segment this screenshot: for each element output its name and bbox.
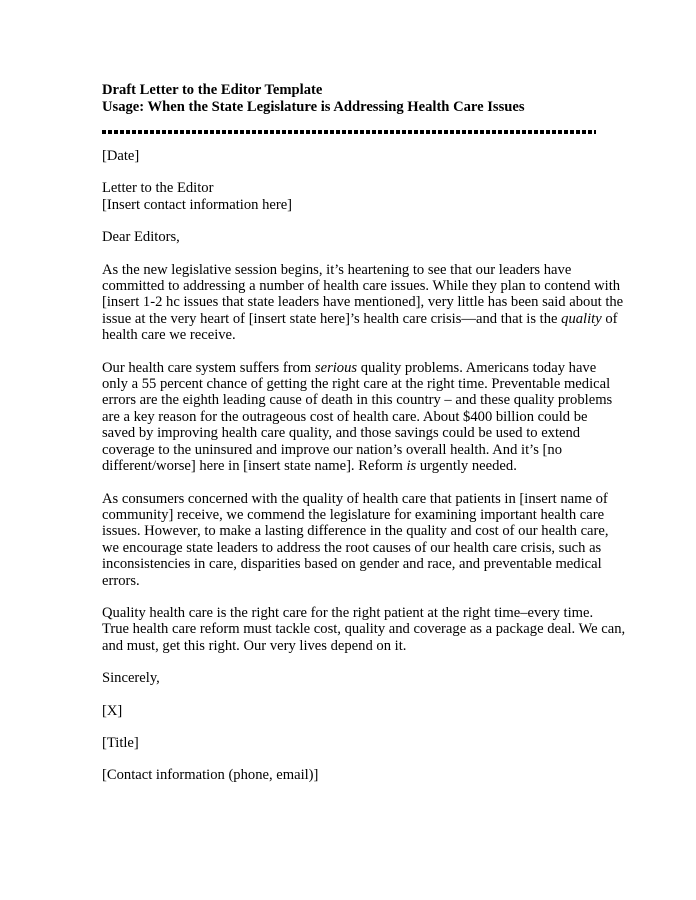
paragraph-line: True health care reform must tackle cost, quality and coverage as a package deal. We can, bbox=[102, 621, 626, 638]
recipient-block bbox=[102, 180, 602, 213]
paragraph-line: we encourage state leaders to address the root causes of our health care crisis, such as bbox=[102, 539, 602, 556]
document-title: Draft Letter to the Editor Template bbox=[102, 82, 323, 98]
paragraph-line: saved by improving health care quality, and those savings could be used to extend bbox=[102, 425, 581, 442]
closing: Sincerely, bbox=[102, 670, 160, 687]
text-segment: quality problems. Americans today have bbox=[357, 359, 597, 376]
paragraph-line: As the new legislative session begins, it’s heartening to see that our leaders have bbox=[102, 261, 572, 278]
paragraph-intro bbox=[102, 261, 624, 344]
paragraph-line bbox=[102, 458, 602, 474]
paragraph-line: issues. However, to make a lasting difference in the quality and cost of our health care, bbox=[102, 523, 609, 540]
paragraph-line: errors. bbox=[102, 572, 140, 589]
paragraph-line: community] receive, we commend the legislature for examining important health care bbox=[102, 506, 605, 523]
paragraph-line: only a 55 percent chance of getting the right care at the right time. Preventable medical bbox=[102, 376, 611, 393]
dotted-divider bbox=[102, 130, 596, 134]
salutation: Dear Editors, bbox=[102, 229, 180, 246]
paragraph-line: As consumers concerned with the quality of health care that patients in [insert name of bbox=[102, 490, 608, 507]
contact-info-placeholder: [Contact information (phone, email)] bbox=[102, 767, 319, 784]
paragraph-line bbox=[102, 310, 618, 327]
paragraph-line: committed to addressing a number of health care issues. While they plan to contend with bbox=[102, 278, 621, 295]
letter-body bbox=[102, 148, 626, 784]
text-segment: Our health care system suffers from bbox=[102, 359, 315, 376]
paragraph-line: health care we receive. bbox=[102, 327, 236, 344]
paragraph-line bbox=[102, 360, 602, 376]
text-segment: different/worse] here in [insert state name]. Reform bbox=[102, 458, 407, 475]
paragraph-line: Quality health care is the right care for the right patient at the right time–every time. bbox=[102, 604, 594, 621]
paragraph-line: and must, get this right. Our very lives depend on it. bbox=[102, 637, 407, 654]
paragraph-line: coverage to the uninsured and improve our nation’s overall health. And it’s [no bbox=[102, 441, 562, 458]
paragraph-line: are a key reason for the outrageous cost of health care. About $400 billion could be bbox=[102, 408, 588, 425]
document-usage-line: Usage: When the State Legislature is Addressing Health Care Issues bbox=[102, 99, 525, 115]
paragraph-conclusion bbox=[102, 604, 626, 654]
emphasis-quality: quality bbox=[561, 310, 602, 327]
contact-placeholder-line: [Insert contact information here] bbox=[102, 196, 293, 213]
signature-placeholder: [X] bbox=[102, 702, 123, 719]
emphasis-is: is bbox=[406, 458, 417, 475]
paragraph-line: inconsistencies in care, disparities based on gender and race, and preventable medical bbox=[102, 556, 602, 573]
paragraph-quality-problems bbox=[102, 359, 613, 475]
text-segment: issue at the very heart of [insert state here]’s health care crisis—and that is the bbox=[102, 310, 562, 327]
text-segment: of bbox=[601, 310, 618, 327]
recipient-line: Letter to the Editor bbox=[102, 180, 214, 197]
paragraph-line: errors are the eighth leading cause of death in this country – and these quality problems bbox=[102, 392, 613, 409]
text-segment: urgently needed. bbox=[416, 458, 517, 475]
document-page bbox=[102, 82, 626, 800]
emphasis-serious: serious bbox=[314, 359, 358, 376]
paragraph-consumers bbox=[102, 490, 609, 589]
title-placeholder: [Title] bbox=[102, 734, 139, 751]
date-placeholder: [Date] bbox=[102, 148, 140, 164]
paragraph-line: [insert 1-2 hc issues that state leaders have mentioned], very little has been said about the bbox=[102, 294, 624, 311]
